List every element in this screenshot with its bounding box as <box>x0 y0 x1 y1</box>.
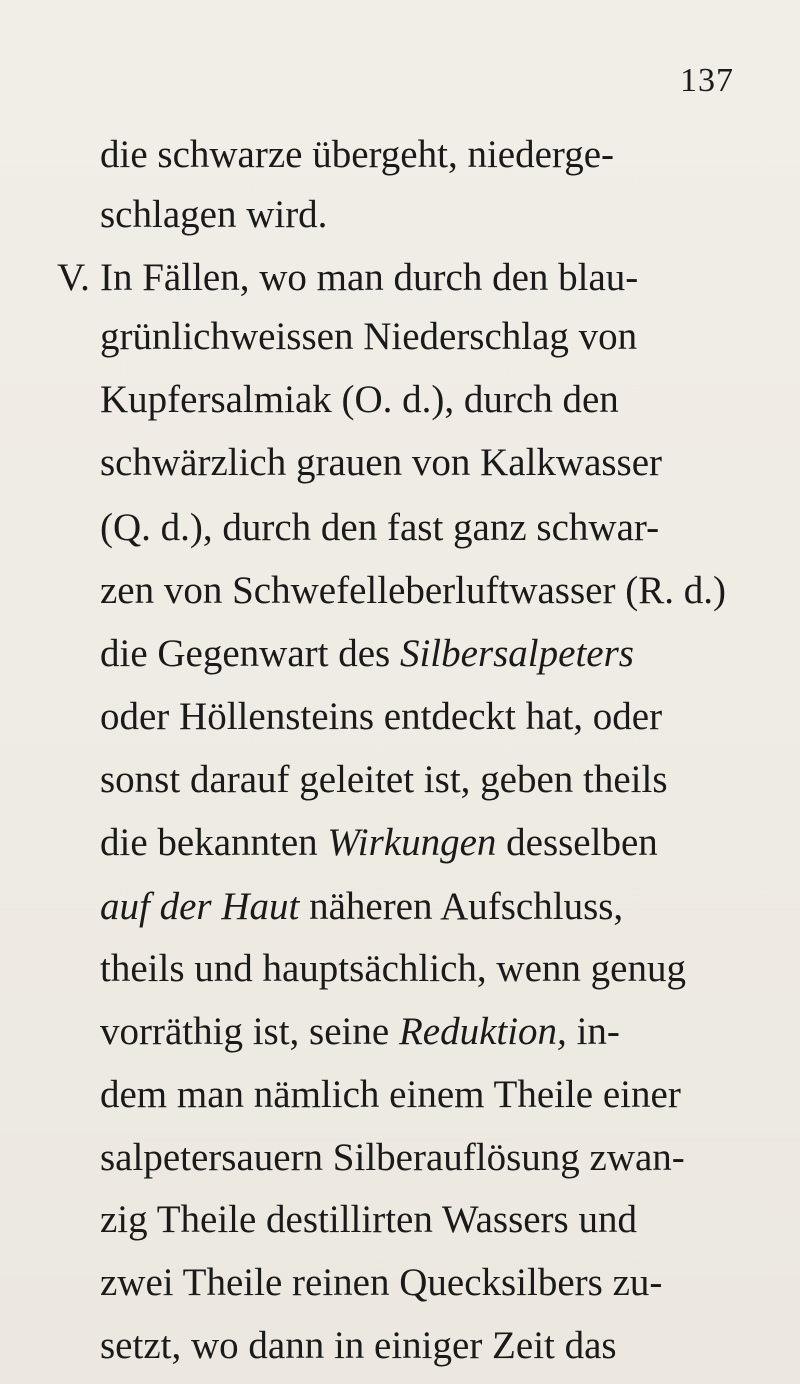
text-line <box>100 1012 620 1051</box>
text-line <box>100 571 726 610</box>
section-marker: V. <box>57 256 90 299</box>
text-line <box>100 317 637 356</box>
text-segment: näheren Aufschluss, <box>299 885 624 928</box>
text-line <box>100 195 327 234</box>
text-line <box>100 1200 637 1239</box>
text-line <box>100 135 614 174</box>
text-segment: desselben <box>496 821 658 864</box>
text-segment: grünlichweissen Niederschlag von <box>100 315 638 358</box>
text-segment: zig Theile destillirten Wassers und <box>100 1198 637 1241</box>
text-segment: oder Höllensteins entdeckt hat, oder <box>100 695 663 738</box>
text-segment: sonst darauf geleitet ist, geben theils <box>100 758 668 801</box>
text-segment: salpetersauern Silberauflösung zwan- <box>100 1136 685 1179</box>
text-line <box>100 634 634 673</box>
text-segment: in- <box>566 1010 620 1053</box>
text-line <box>100 823 658 862</box>
text-line <box>100 1075 681 1114</box>
text-segment: zwei Theile reinen Quecksilbers zu- <box>100 1261 663 1304</box>
text-segment: die schwarze übergeht, niederge- <box>100 133 614 176</box>
italic-text-segment: Reduktion, <box>398 1010 567 1053</box>
text-segment: (Q. d.), durch den fast ganz schwar- <box>100 506 660 549</box>
text-segment: schlagen wird. <box>100 193 328 236</box>
text-line <box>100 380 619 419</box>
text-line <box>100 760 668 799</box>
italic-text-segment: auf der Haut <box>100 885 300 928</box>
text-segment: schwärzlich grauen von Kalkwasser <box>100 441 663 484</box>
italic-text-segment: Silbersalpeters <box>399 632 634 675</box>
text-segment: dem man nämlich einem Theile einer <box>100 1073 681 1116</box>
text-line <box>100 1263 662 1302</box>
italic-text-segment: Wirkungen <box>327 821 497 864</box>
text-line <box>100 887 623 926</box>
text-segment: setzt, wo dann in einiger Zeit das <box>100 1324 617 1367</box>
text-segment: Kupfersalmiak (O. d.), durch den <box>100 378 619 421</box>
text-segment: zen von Schwefelleberluftwasser (R. d.) <box>100 569 726 612</box>
text-line <box>100 697 662 736</box>
text-segment: theils und hauptsächlich, wenn genug <box>100 947 686 990</box>
text-segment: die bekannten <box>100 821 328 864</box>
text-line <box>100 508 659 547</box>
text-line <box>100 949 686 988</box>
text-segment: In Fällen, wo man durch den blau- <box>100 256 639 299</box>
text-line <box>100 1138 685 1177</box>
text-line <box>100 1326 617 1365</box>
text-segment: die Gegenwart des <box>100 632 400 675</box>
text-line <box>100 258 638 297</box>
text-line <box>100 443 662 482</box>
text-segment: vorräthig ist, seine <box>100 1010 399 1053</box>
page-number: 137 <box>680 62 734 99</box>
